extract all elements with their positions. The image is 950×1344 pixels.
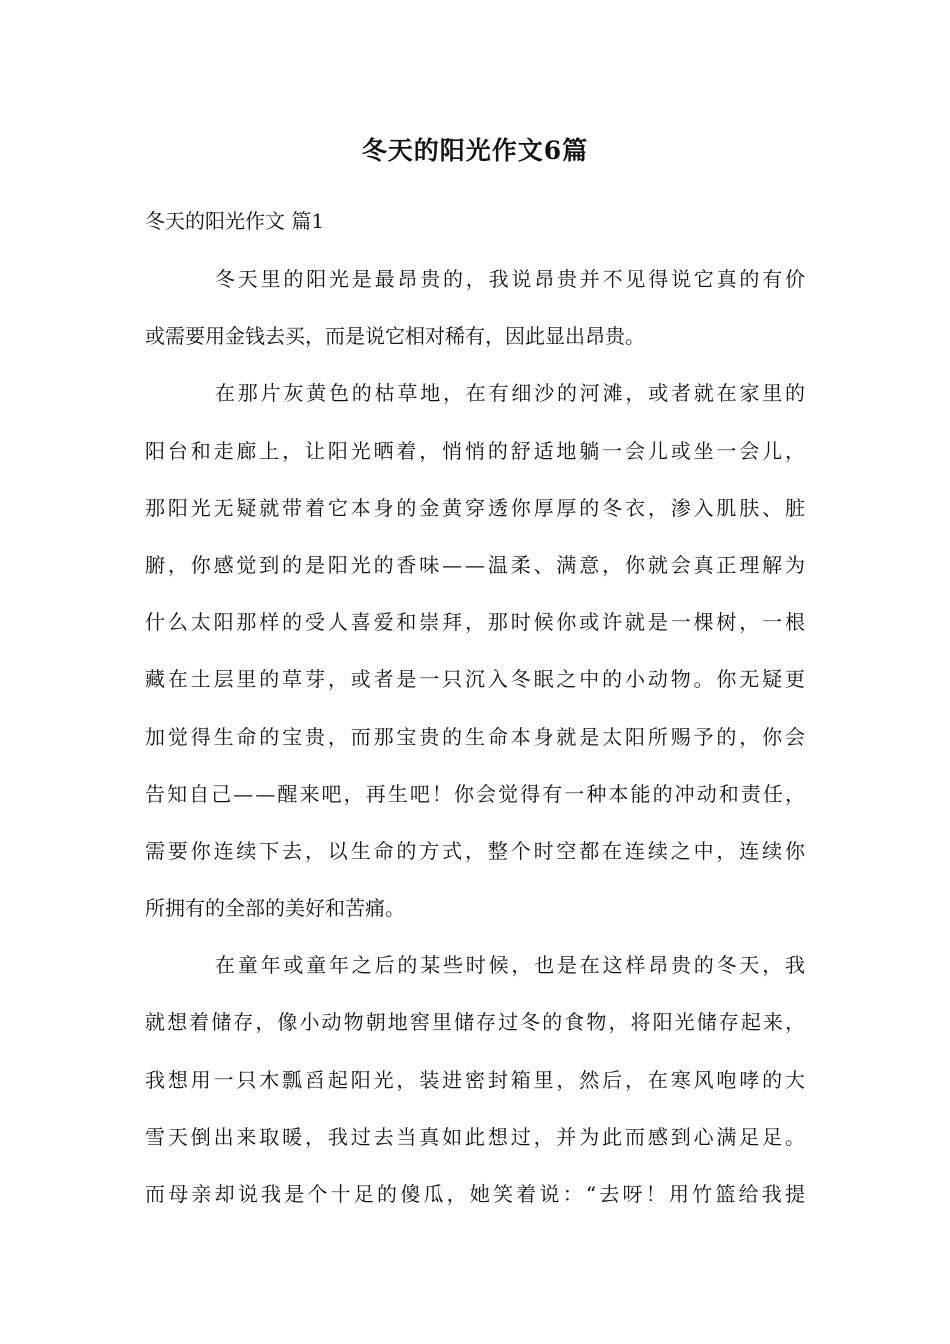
text-line: 藏在土层里的草芽，或者是一只沉入冬眠之中的小动物。你无疑更	[145, 667, 808, 692]
text-line: 告知自己——醒来吧，再生吧！你会觉得有一种本能的冲动和责任，	[145, 781, 808, 806]
text-line: 需要你连续下去，以生命的方式，整个时空都在连续之中，连续你	[145, 838, 808, 863]
text-line: 所拥有的全部的美好和苦痛。	[145, 896, 405, 921]
text-line: 阳台和走廊上，让阳光晒着，悄悄的舒适地躺一会儿或坐一会儿，	[145, 438, 808, 463]
text-line: 那阳光无疑就带着它本身的金黄穿透你厚厚的冬衣，渗入肌肤、脏	[145, 495, 808, 520]
text-line: 我想用一只木瓢舀起阳光，装进密封箱里，然后，在寒风咆哮的大	[145, 1067, 808, 1092]
text-line: 而母亲却说我是个十足的傻瓜，她笑着说：“去呀！用竹篮给我提	[145, 1182, 809, 1206]
text-line: 加觉得生命的宝贵，而那宝贵的生命本身就是太阳所赐予的，你会	[145, 724, 808, 749]
section-heading: 冬天的阳光作文 篇1	[145, 209, 325, 233]
text-line: 在童年或童年之后的某些时候，也是在这样昂贵的冬天，我	[215, 953, 808, 978]
text-line: 在那片灰黄色的枯草地，在有细沙的河滩，或者就在家里的	[215, 381, 808, 406]
body-text	[145, 259, 809, 1231]
text-line: 或需要用金钱去买，而是说它相对稀有，因此显出昂贵。	[145, 324, 645, 349]
text-line: 什么太阳那样的受人喜爱和崇拜，那时候你或许就是一棵树，一根	[145, 610, 808, 635]
text-line: 冬天里的阳光是最昂贵的，我说昂贵并不见得说它真的有价	[215, 267, 808, 291]
text-line: 雪天倒出来取暖，我过去当真如此想过，并为此而感到心满足足。	[145, 1124, 808, 1149]
text-line: 就想着储存，像小动物朝地窖里储存过冬的食物，将阳光储存起来，	[145, 1010, 808, 1035]
document-title: 冬天的阳光作文6篇	[361, 136, 589, 165]
text-line: 腑，你感觉到的是阳光的香味——温柔、满意，你就会真正理解为	[145, 552, 808, 577]
